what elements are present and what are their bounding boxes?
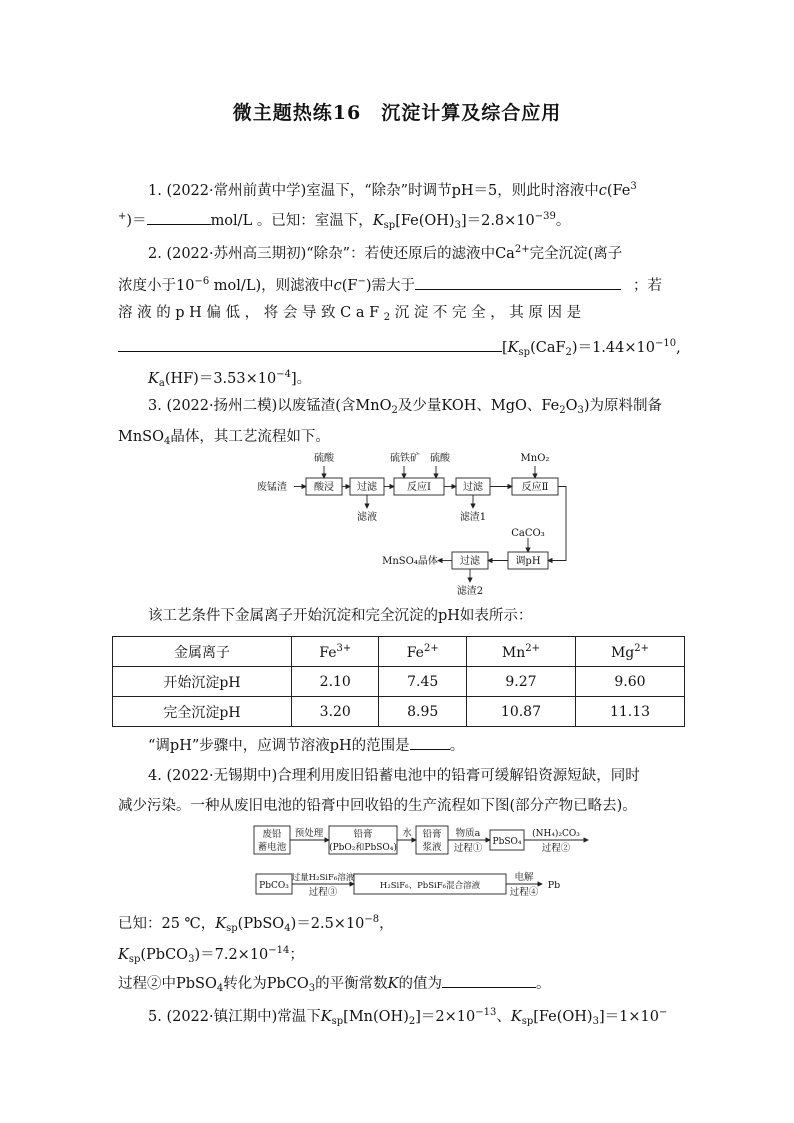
- q4-k1sup: −8: [364, 914, 380, 925]
- table-header-cell: [466, 637, 575, 667]
- q2-c-sub: 2: [383, 312, 395, 323]
- q1-answer-blank[interactable]: [147, 209, 211, 225]
- q1-text: 1. (2022·常州前黄中学)室温下，“除杂”时调节pH＝5，则此时溶液中: [148, 183, 599, 199]
- q5-b: [Mn(OH): [343, 1009, 409, 1025]
- ion-symbol: Fe: [319, 644, 337, 661]
- q5-fsup: −: [658, 1007, 668, 1018]
- q2-f-sup: −: [357, 276, 366, 287]
- flow2-h2sif6: 过量H₂SiF₆溶液: [291, 873, 355, 883]
- q5-k2: K: [510, 1009, 522, 1025]
- q5-f: ]＝1×10: [598, 1009, 659, 1025]
- q1-tail1: [Fe(OH): [395, 213, 455, 229]
- q2-line-4: [118, 334, 681, 363]
- q4-known-2: [118, 941, 304, 970]
- q3-answer-blank[interactable]: [410, 734, 450, 750]
- q1-unit: mol/L 。已知：室温下，: [210, 213, 373, 229]
- flow2-mixed: H₂SiF₆、PbSiF₆混合溶液: [379, 881, 481, 891]
- q3-table-intro: 该工艺条件下金属离子开始沉淀和完全沉淀的pH如表所示：: [148, 608, 533, 624]
- q4-asksub: 4: [216, 983, 224, 994]
- q2-text-a-end: 完全沉淀(离子: [529, 246, 623, 262]
- table-cell: 9.27: [466, 667, 575, 697]
- ion-charge: 2+: [423, 642, 439, 654]
- q4-ask3: 的平衡常数: [315, 976, 388, 992]
- q4-answer-blank[interactable]: [442, 972, 536, 988]
- flow1-product: MnSO₄晶体: [382, 556, 438, 567]
- q1-k: K: [372, 213, 384, 229]
- flow1-filter3: 过滤: [460, 556, 480, 567]
- q2-c-text: 溶液的pH偏低，将会导致CaF: [118, 305, 384, 321]
- q5-csup: −13: [475, 1007, 497, 1018]
- q2-b4: )需大于: [365, 278, 416, 294]
- q2-answer-blank-2[interactable]: [118, 336, 502, 352]
- q1-charge-plus: +: [118, 211, 127, 222]
- flow1-react2: 反应Ⅱ: [521, 482, 549, 493]
- flow1-mno2: MnO₂: [520, 453, 550, 464]
- q1-tail-sub: 3: [454, 220, 461, 231]
- ion-symbol: Mg: [610, 644, 635, 661]
- q2-d3: )＝1.44×10: [571, 340, 655, 356]
- q4-k1d: ，: [379, 916, 394, 932]
- q2-dsub2: 2: [565, 347, 572, 358]
- q4-k2sub: sp: [128, 954, 141, 965]
- flow1-acid1: 硫酸: [314, 453, 334, 464]
- flow2-electro: 电解: [514, 872, 534, 883]
- q5-line-1: [148, 1003, 667, 1032]
- q1-fe-charge: 3: [630, 181, 637, 192]
- q4-k2b: (PbCO: [140, 947, 189, 963]
- q4-ask-end: 。: [535, 976, 551, 992]
- q2-b2: mol/L)，则滤液中: [209, 278, 334, 294]
- q2-d4: ,: [676, 340, 681, 356]
- q2-answer-blank-1[interactable]: [415, 274, 621, 290]
- flow1-react1: 反应Ⅰ: [407, 482, 431, 493]
- flow1-residue1: 滤渣1: [459, 512, 487, 523]
- ion-charge: 2+: [525, 642, 541, 654]
- flow1-leach: 酸浸: [314, 482, 334, 493]
- q2-e1: (HF)＝3.53×10: [164, 371, 277, 387]
- q3-asub1: 2: [391, 405, 398, 416]
- q5-k1: K: [320, 1009, 332, 1025]
- q3-asub2: 2: [559, 405, 566, 416]
- q3-a2: 及少量KOH、MgO、Fe: [397, 398, 560, 414]
- q1-line-2: [118, 207, 570, 236]
- q5-bsub: 2: [408, 1016, 416, 1027]
- table-cell: 3.20: [292, 697, 379, 727]
- flow1-adjust: 调pH: [515, 556, 541, 567]
- q2-b3: (F: [341, 278, 358, 294]
- flow-diagram-lead: [252, 824, 592, 904]
- q1-end: 。: [555, 213, 571, 229]
- q4-k1c: )＝2.5×10: [290, 916, 365, 932]
- q1-exp: −39: [534, 211, 556, 222]
- q2-sup: 2+: [514, 244, 530, 255]
- flow1-filtrate: 滤液: [357, 512, 377, 523]
- table-header-cell: [379, 637, 466, 667]
- flow1-filter1: 过滤: [357, 482, 377, 493]
- q4-ask2: 转化为PbCO: [223, 976, 309, 992]
- ion-charge: 3+: [336, 642, 352, 654]
- q2-line-1: [148, 240, 622, 264]
- q4-line-1: 4. (2022·无锡期中)合理利用废旧铅蓄电池中的铅膏可缓解铅资源短缺，同时: [148, 768, 640, 784]
- q2-esub: a: [158, 378, 165, 389]
- q4-k1b: (PbSO: [237, 916, 285, 932]
- flow1-residue2: 滤渣2: [456, 586, 484, 597]
- flow-diagram-mnso4: [250, 448, 580, 600]
- q4-k2c: )＝7.2×10: [194, 947, 269, 963]
- table-cell: 8.95: [379, 697, 466, 727]
- q3-b2: 晶体，其工艺流程如下。: [170, 429, 330, 445]
- flow2-battery-l2: 蓄电池: [257, 842, 287, 853]
- q1-line-1: [148, 177, 637, 201]
- flow2-proc2: 过程②: [541, 843, 571, 854]
- q3-bsub: 4: [164, 436, 171, 447]
- table-cell: 完全沉淀pH: [113, 697, 292, 727]
- q2-dsup: −10: [654, 338, 677, 349]
- q2-b1: 浓度小于10: [118, 278, 195, 294]
- page-title: 微主题热练16 沉淀计算及综合应用: [232, 102, 562, 124]
- q2-e2: ]。: [290, 371, 312, 387]
- q4-k1: K: [215, 916, 227, 932]
- flow2-nh4co3: (NH₄)₂CO₃: [532, 829, 580, 839]
- q2-c: c: [333, 278, 342, 294]
- ion-symbol: Fe: [406, 644, 424, 661]
- table-cell: 10.87: [466, 697, 575, 727]
- q2-dk: K: [507, 340, 519, 356]
- q2-b-sup: −6: [194, 276, 210, 287]
- flow2-battery-l1: 废铅: [262, 829, 282, 840]
- q5-d: 、: [496, 1009, 511, 1025]
- flow2-slurry-l2: 浆液: [422, 842, 442, 853]
- q4-line-2: 减少污染。一种从废旧电池的铅膏中回收铅的生产流程如下图(部分产物已略去)。: [118, 798, 637, 814]
- q2-line-3: [118, 303, 586, 328]
- q2-c-end: 沉淀不完全，其原因是: [394, 305, 586, 321]
- q4-k1sub: sp: [226, 923, 238, 934]
- q2-line-5: [148, 365, 311, 394]
- q2-b-end: ；若: [633, 278, 663, 294]
- q2-line-2: [118, 272, 662, 296]
- flow2-proc3: 过程③: [308, 887, 338, 898]
- flow2-pbso4: PbSO₄: [492, 837, 522, 847]
- q3-a1: 3. (2022·扬州二模)以废锰渣(含MnO: [148, 398, 392, 414]
- flow2-slurry-l1: 铅膏: [422, 829, 442, 840]
- flow1-acid2: 硫酸: [430, 453, 450, 464]
- flow2-pb: Pb: [547, 880, 561, 891]
- table-cell: 7.45: [379, 667, 466, 697]
- q3-b1: MnSO: [118, 429, 165, 445]
- q2-dsub: sp: [518, 347, 531, 358]
- q1-tail2: ]＝2.8×10: [460, 213, 535, 229]
- q2-text-a: 2. (2022·苏州高三期初)“除杂”：若使还原后的滤液中Ca: [148, 246, 515, 262]
- ion-symbol: Mn: [501, 644, 526, 661]
- q1-ksp-sub: sp: [383, 220, 396, 231]
- flow2-pre: 预处理: [294, 828, 324, 839]
- table-header-row: [113, 637, 685, 667]
- ion-charge: 2+: [634, 642, 649, 654]
- q5-e: [Fe(OH): [533, 1009, 593, 1025]
- q4-known-1: [118, 910, 394, 939]
- table-header-cell: [292, 637, 379, 667]
- q1-eq: )＝: [126, 213, 147, 229]
- flow1-raw: 废锰渣: [257, 482, 287, 493]
- ph-table: [112, 636, 685, 727]
- q4-asksub2: 3: [308, 983, 316, 994]
- flow2-substance-a: 物质a: [455, 828, 481, 839]
- flow1-filter2: 过滤: [463, 482, 483, 493]
- table-row: [113, 697, 685, 727]
- q4-askk: K: [387, 976, 399, 992]
- q2-ek: K: [148, 371, 159, 387]
- q1-c: c: [598, 183, 607, 199]
- q3-line-1: [148, 396, 662, 421]
- q4-k2sup: −14: [268, 945, 290, 956]
- table-header-cell: 金属离子: [113, 637, 292, 667]
- q4-k2: K: [118, 947, 129, 963]
- q3-a3: O: [565, 398, 578, 414]
- flow1-pyrite: 硫铁矿: [390, 453, 420, 464]
- q4-ask1: 过程②中PbSO: [118, 976, 217, 992]
- q5-esub: 3: [592, 1016, 599, 1027]
- flow2-paste-l1: 铅膏: [353, 829, 373, 840]
- q4-known-text: 已知：25 ℃，: [118, 916, 216, 932]
- q1-fe: (Fe: [606, 183, 631, 199]
- q3-step: “调pH”步骤中，应调节溶液pH的范围是: [148, 738, 410, 754]
- q3-asub3: 3: [577, 405, 584, 416]
- q5-a: 5. (2022·镇江期中)常温下: [148, 1009, 321, 1025]
- q4-question: [118, 972, 550, 999]
- q3-question: [148, 734, 464, 756]
- table-header-cell: [575, 637, 684, 667]
- q4-ask4: 的值为: [398, 976, 442, 992]
- flow2-water: 水: [402, 828, 412, 839]
- flow2-pbco3: PbCO₃: [259, 881, 289, 891]
- q4-k1sub2: 4: [284, 923, 291, 934]
- flow2-paste-l2: (PbO₂和PbSO₄): [329, 843, 397, 853]
- q5-c: ]＝2×10: [415, 1009, 476, 1025]
- flow2-proc4: 过程④: [509, 887, 539, 898]
- q3-a4: )为原料制备: [583, 398, 663, 414]
- table-cell: 开始沉淀pH: [113, 667, 292, 697]
- q4-k2sub2: 3: [188, 954, 195, 965]
- flow1-caco3: CaCO₃: [511, 528, 545, 539]
- q5-k1sub: sp: [331, 1016, 344, 1027]
- q2-d2: (CaF: [530, 340, 566, 356]
- table-cell: 2.10: [292, 667, 379, 697]
- q2-esup: −4: [276, 369, 291, 380]
- q5-k2sub: sp: [521, 1016, 534, 1027]
- flow2-proc1: 过程①: [453, 843, 483, 854]
- table-row: [113, 667, 685, 697]
- table-cell: 9.60: [575, 667, 684, 697]
- q3-step-end: 。: [449, 738, 465, 754]
- q2-d1: [: [502, 340, 508, 356]
- table-cell: 11.13: [575, 697, 684, 727]
- q4-k2d: ；: [289, 947, 304, 963]
